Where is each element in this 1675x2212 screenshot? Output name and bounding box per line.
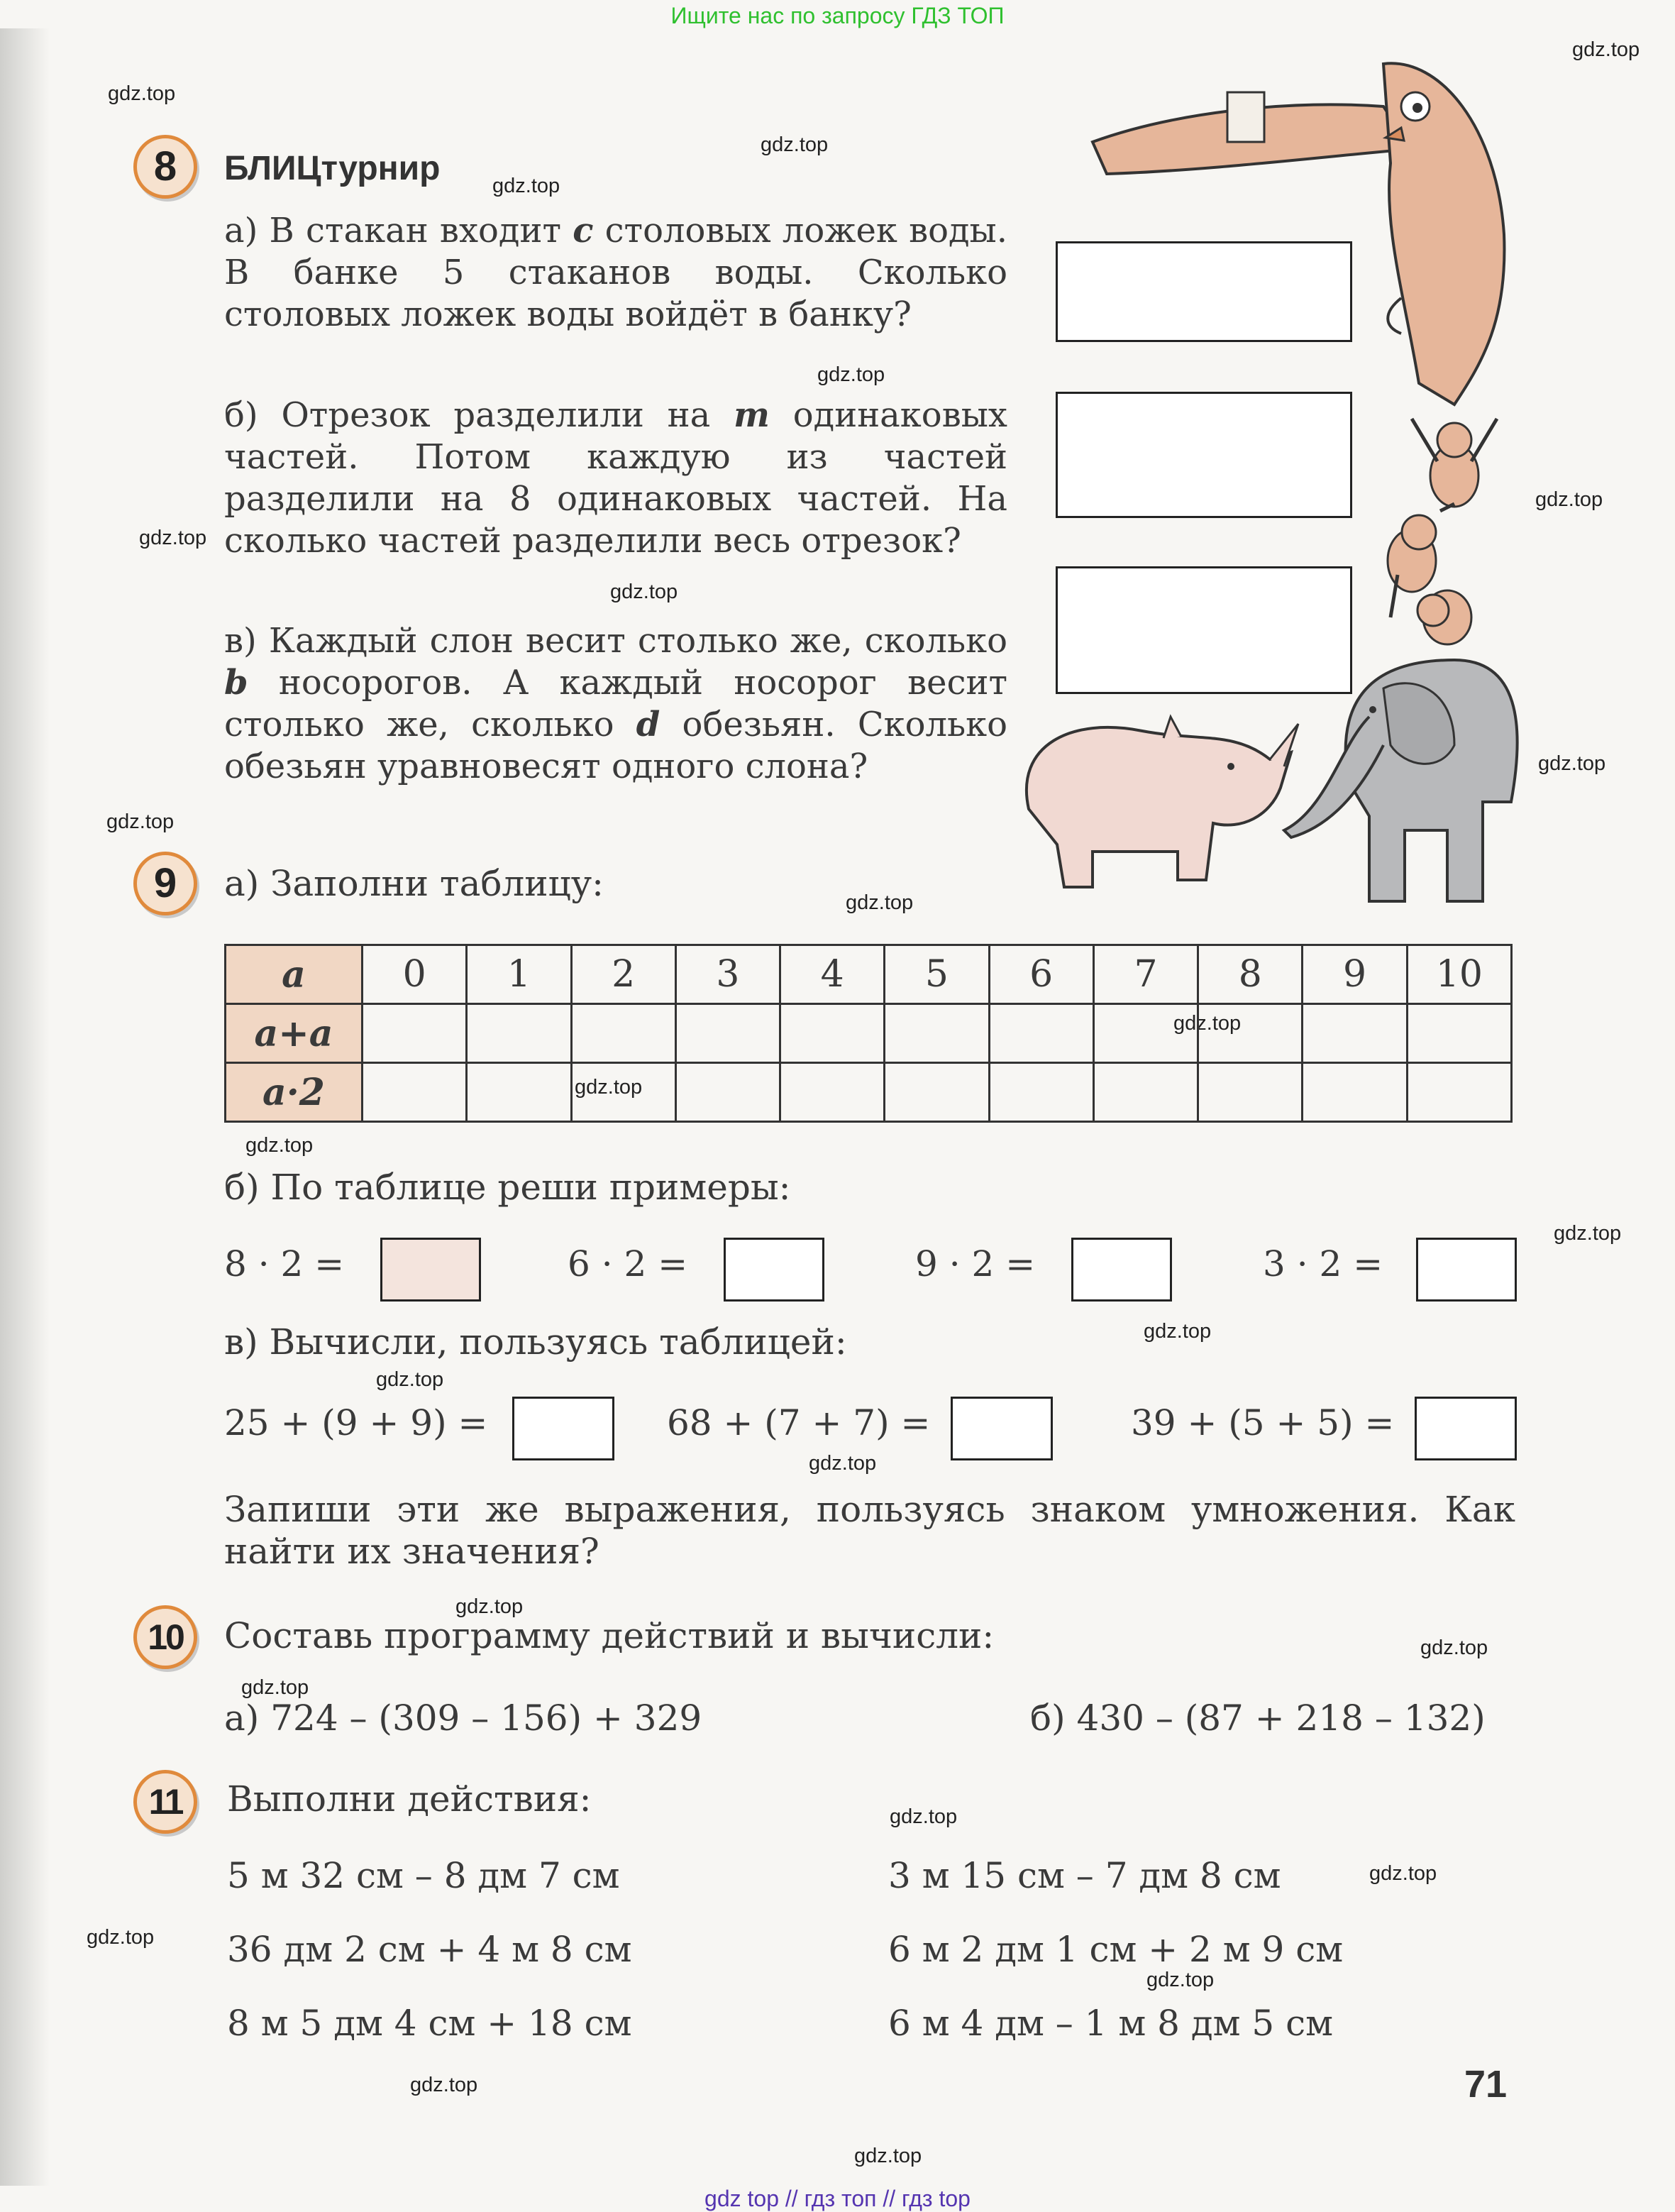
watermark[interactable]: gdz.top [1554, 1222, 1622, 1245]
table-cell[interactable] [1407, 1063, 1511, 1122]
table-header-cell: 0 [363, 945, 467, 1004]
exercise-9b-label: б) По таблице реши примеры: [224, 1167, 791, 1208]
watermark[interactable]: gdz.top [1146, 1969, 1215, 1991]
example-9v-2: 68 + (7 + 7) = [667, 1402, 931, 1443]
table-cell[interactable] [1198, 1063, 1303, 1122]
watermark[interactable]: gdz.top [809, 1452, 877, 1475]
table-header-cell: a [226, 945, 363, 1004]
watermark[interactable]: gdz.top [108, 82, 176, 105]
table-cell[interactable] [467, 1004, 571, 1063]
top-banner[interactable]: Ищите нас по запросу ГДЗ ТОП [670, 3, 1005, 28]
example-9v-3: 39 + (5 + 5) = [1131, 1402, 1395, 1443]
watermark[interactable]: gdz.top [890, 1805, 958, 1828]
table-header-cell: 5 [885, 945, 989, 1004]
exercise-11-right-3: 6 м 4 дм – 1 м 8 дм 5 см [888, 2003, 1334, 2044]
table-cell[interactable] [1093, 1063, 1198, 1122]
table-cell[interactable] [571, 1004, 675, 1063]
exercise-10b: б) 430 – (87 + 218 – 132) [1030, 1697, 1486, 1739]
table-cell[interactable] [885, 1063, 989, 1122]
exercise-9-number: 9 [133, 852, 197, 915]
table-header-cell: 2 [571, 945, 675, 1004]
watermark[interactable]: gdz.top [761, 133, 829, 156]
exercise-11-left-3: 8 м 5 дм 4 см + 18 см [227, 2003, 632, 2044]
table-row [226, 1004, 1512, 1063]
watermark[interactable]: gdz.top [846, 891, 914, 914]
table-cell[interactable] [363, 1004, 467, 1063]
bottom-banner[interactable]: gdz top // гдз топ // гдз top [704, 2186, 971, 2211]
exercise-8b-text: б) Отрезок разделили на m одинаковых частей. Потом каждую из частей разделили на 8 одинаковых частей. На сколько частей разделили весь отрезок? [224, 395, 1007, 561]
variable-d: d [636, 705, 660, 744]
exercise-11-left-2: 36 дм 2 см + 4 м 8 см [227, 1929, 632, 1970]
watermark[interactable]: gdz.top [492, 175, 560, 197]
exercise-10-title: Составь программу действий и вычисли: [224, 1615, 995, 1656]
variable-b: b [224, 663, 248, 703]
watermark[interactable]: gdz.top [1369, 1862, 1437, 1885]
table-cell[interactable] [363, 1063, 467, 1122]
table-cell[interactable] [675, 1004, 780, 1063]
table-cell[interactable] [885, 1004, 989, 1063]
exercise-11-number: 11 [133, 1770, 197, 1834]
table-header-cell: 3 [675, 945, 780, 1004]
exercise-8a-text: а) В стакан входит c столовых ложек воды. В банке 5 стаканов воды. Сколько столовых ложек воды войдёт в банку? [224, 211, 1007, 334]
table-cell[interactable] [989, 1063, 1093, 1122]
table-cell[interactable] [675, 1063, 780, 1122]
watermark[interactable]: gdz.top [817, 363, 885, 386]
table-header-cell: 8 [1198, 945, 1303, 1004]
exercise-11-right-2: 6 м 2 дм 1 см + 2 м 9 см [888, 1929, 1344, 1970]
table-header-cell: 4 [780, 945, 885, 1004]
table-cell[interactable] [1303, 1063, 1407, 1122]
variable-m: m [734, 395, 770, 435]
table-row-label: a+a [226, 1004, 363, 1063]
answer-box-9v-1[interactable] [512, 1397, 614, 1460]
table-cell[interactable] [1198, 1004, 1303, 1063]
answer-box-9b-1[interactable] [380, 1238, 481, 1302]
table-cell[interactable] [1093, 1004, 1198, 1063]
variable-c: c [573, 211, 594, 251]
watermark[interactable]: gdz.top [1420, 1636, 1488, 1659]
table-cell[interactable] [571, 1063, 675, 1122]
watermark[interactable]: gdz.top [87, 1926, 155, 1949]
table-header-cell: 10 [1407, 945, 1511, 1004]
table-header-cell: 7 [1093, 945, 1198, 1004]
animals-illustration [986, 50, 1539, 915]
exercise-8v-text: в) Каждый слон весит столько же, сколько b носорогов. А каждый носорог весит столько же, сколько d обезьян. Сколько обезьян уравновесят одного слона? [224, 621, 1007, 786]
watermark[interactable]: gdz.top [1538, 752, 1606, 775]
watermark[interactable]: gdz.top [575, 1076, 643, 1099]
watermark[interactable]: gdz.top [455, 1595, 524, 1618]
answer-box-9v-3[interactable] [1415, 1397, 1517, 1460]
table-row-label: a·2 [226, 1063, 363, 1122]
exercise-9-note: Запиши эти же выражения, пользуясь знаком умножения. Как найти их значения? [224, 1489, 1515, 1572]
fill-table [224, 944, 1513, 1123]
table-row [226, 945, 1512, 1004]
example-9b-2: 6 · 2 = [568, 1243, 688, 1284]
watermark[interactable]: gdz.top [245, 1134, 314, 1157]
watermark[interactable]: gdz.top [376, 1368, 444, 1391]
exercise-11-right-1: 3 м 15 см – 7 дм 8 см [888, 1855, 1281, 1896]
table-row [226, 1063, 1512, 1122]
table-cell[interactable] [1303, 1004, 1407, 1063]
example-9v-1: 25 + (9 + 9) = [224, 1402, 488, 1443]
watermark[interactable]: gdz.top [1535, 488, 1603, 511]
exercise-9v-label: в) Вычисли, пользуясь таблицей: [224, 1321, 847, 1363]
watermark[interactable]: gdz.top [854, 2145, 922, 2167]
answer-box-9b-3[interactable] [1071, 1238, 1172, 1302]
watermark[interactable]: gdz.top [410, 2074, 478, 2096]
watermark[interactable]: gdz.top [1144, 1320, 1212, 1343]
exercise-9a-label: а) Заполни таблицу: [224, 863, 604, 904]
watermark[interactable]: gdz.top [139, 527, 207, 549]
page-number: 71 [1464, 2063, 1508, 2106]
watermark[interactable]: gdz.top [241, 1676, 309, 1699]
table-cell[interactable] [780, 1063, 885, 1122]
exercise-8-title: БЛИЦтурнир [224, 150, 441, 187]
answer-box-9v-2[interactable] [951, 1397, 1053, 1460]
example-9b-1: 8 · 2 = [224, 1243, 345, 1284]
table-cell[interactable] [1407, 1004, 1511, 1063]
answer-box-9b-2[interactable] [724, 1238, 824, 1302]
table-header-cell: 6 [989, 945, 1093, 1004]
example-9b-4: 3 · 2 = [1263, 1243, 1383, 1284]
exercise-8-number: 8 [133, 135, 197, 199]
page-binding-shadow [0, 28, 50, 2186]
table-cell[interactable] [989, 1004, 1093, 1063]
table-cell[interactable] [780, 1004, 885, 1063]
exercise-10a: а) 724 – (309 – 156) + 329 [224, 1697, 702, 1739]
table-cell[interactable] [467, 1063, 571, 1122]
watermark[interactable]: gdz.top [106, 810, 175, 833]
exercise-10-number: 10 [133, 1605, 197, 1669]
exercise-11-title: Выполни действия: [227, 1778, 592, 1820]
table-header-cell: 9 [1303, 945, 1407, 1004]
watermark[interactable]: gdz.top [1572, 38, 1640, 61]
table-header-cell: 1 [467, 945, 571, 1004]
answer-box-9b-4[interactable] [1416, 1238, 1517, 1302]
watermark[interactable]: gdz.top [1173, 1012, 1242, 1035]
exercise-11-left-1: 5 м 32 см – 8 дм 7 см [227, 1855, 620, 1896]
example-9b-3: 9 · 2 = [915, 1243, 1036, 1284]
watermark[interactable]: gdz.top [610, 580, 678, 603]
